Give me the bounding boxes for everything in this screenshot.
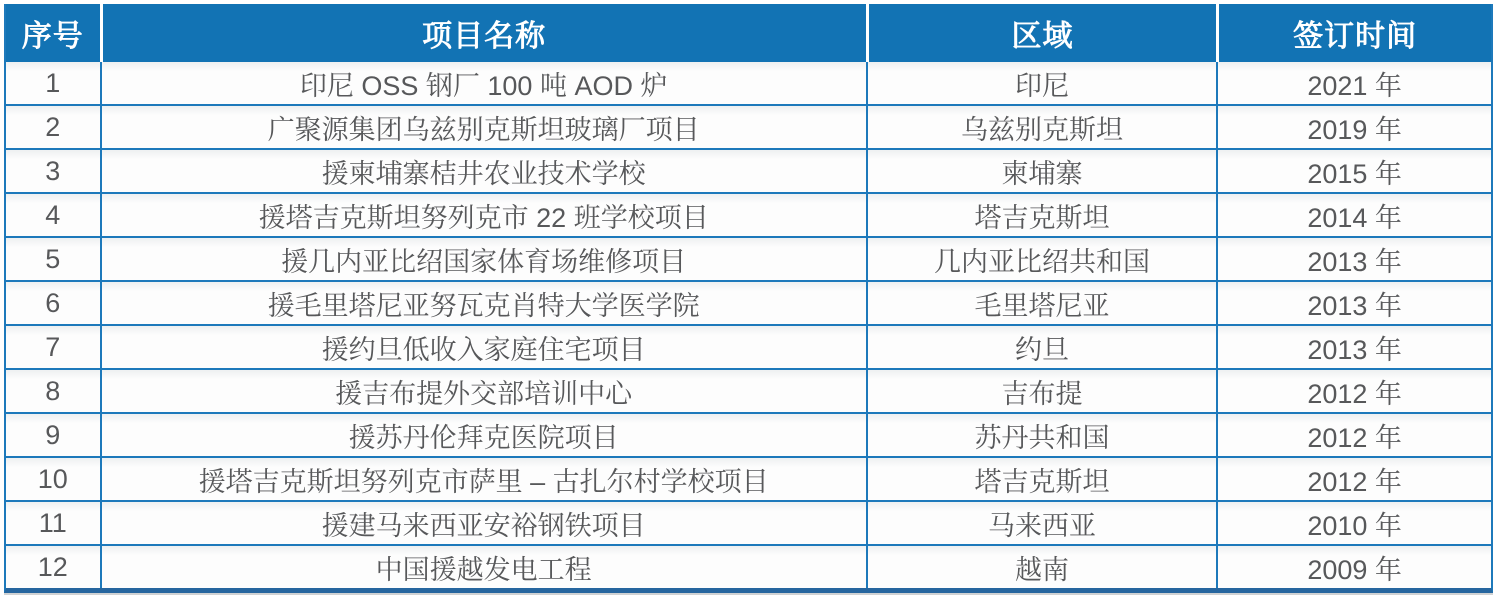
region-cell: 印尼 (866, 62, 1216, 104)
signed-year-cell: 2009 年 (1216, 544, 1491, 588)
signed-year-cell: 2013 年 (1216, 324, 1491, 368)
projects-table (4, 4, 1493, 593)
project-name-cell: 印尼 OSS 钢厂 100 吨 AOD 炉 (100, 62, 866, 104)
table-row (6, 368, 1491, 412)
project-name-cell: 援苏丹伦拜克医院项目 (100, 412, 866, 456)
header-row (6, 4, 1491, 62)
region-cell: 苏丹共和国 (866, 412, 1216, 456)
table-row (6, 104, 1491, 148)
project-name-cell: 广聚源集团乌兹别克斯坦玻璃厂项目 (100, 104, 866, 148)
row-index-cell: 11 (6, 500, 100, 544)
row-index-cell: 12 (6, 544, 100, 588)
table-row (6, 456, 1491, 500)
region-cell: 塔吉克斯坦 (866, 456, 1216, 500)
signed-year-cell: 2014 年 (1216, 192, 1491, 236)
region-cell: 马来西亚 (866, 500, 1216, 544)
table-body (6, 62, 1491, 588)
project-name-cell: 援塔吉克斯坦努列克市 22 班学校项目 (100, 192, 866, 236)
table-row (6, 412, 1491, 456)
row-index-cell: 4 (6, 192, 100, 236)
signed-year-cell: 2013 年 (1216, 280, 1491, 324)
row-index-cell: 8 (6, 368, 100, 412)
table-row (6, 544, 1491, 588)
project-name-cell: 援建马来西亚安裕钢铁项目 (100, 500, 866, 544)
region-cell: 约旦 (866, 324, 1216, 368)
signed-year-cell: 2015 年 (1216, 148, 1491, 192)
signed-year-cell: 2019 年 (1216, 104, 1491, 148)
row-index-cell: 9 (6, 412, 100, 456)
region-cell: 乌兹别克斯坦 (866, 104, 1216, 148)
projects-table-grid (6, 4, 1491, 588)
table-row (6, 148, 1491, 192)
table-row (6, 500, 1491, 544)
table-row (6, 236, 1491, 280)
region-cell: 柬埔寨 (866, 148, 1216, 192)
region-cell: 越南 (866, 544, 1216, 588)
signed-year-cell: 2012 年 (1216, 412, 1491, 456)
project-name-cell: 援吉布提外交部培训中心 (100, 368, 866, 412)
table-row (6, 192, 1491, 236)
row-index-cell: 2 (6, 104, 100, 148)
table-row (6, 280, 1491, 324)
project-name-cell: 中国援越发电工程 (100, 544, 866, 588)
region-cell: 几内亚比绍共和国 (866, 236, 1216, 280)
signed-year-cell: 2021 年 (1216, 62, 1491, 104)
row-index-cell: 3 (6, 148, 100, 192)
col-header-index: 序号 (6, 4, 100, 62)
row-index-cell: 1 (6, 62, 100, 104)
signed-year-cell: 2012 年 (1216, 368, 1491, 412)
region-cell: 塔吉克斯坦 (866, 192, 1216, 236)
project-name-cell: 援塔吉克斯坦努列克市萨里 – 古扎尔村学校项目 (100, 456, 866, 500)
signed-year-cell: 2010 年 (1216, 500, 1491, 544)
table-row (6, 62, 1491, 104)
signed-year-cell: 2012 年 (1216, 456, 1491, 500)
region-cell: 吉布提 (866, 368, 1216, 412)
region-cell: 毛里塔尼亚 (866, 280, 1216, 324)
project-name-cell: 援几内亚比绍国家体育场维修项目 (100, 236, 866, 280)
project-name-cell: 援约旦低收入家庭住宅项目 (100, 324, 866, 368)
row-index-cell: 5 (6, 236, 100, 280)
row-index-cell: 7 (6, 324, 100, 368)
col-header-name: 项目名称 (100, 4, 866, 62)
signed-year-cell: 2013 年 (1216, 236, 1491, 280)
table-row (6, 324, 1491, 368)
project-name-cell: 援毛里塔尼亚努瓦克肖特大学医学院 (100, 280, 866, 324)
col-header-time: 签订时间 (1216, 4, 1491, 62)
project-name-cell: 援柬埔寨桔井农业技术学校 (100, 148, 866, 192)
row-index-cell: 10 (6, 456, 100, 500)
col-header-region: 区域 (866, 4, 1216, 62)
row-index-cell: 6 (6, 280, 100, 324)
